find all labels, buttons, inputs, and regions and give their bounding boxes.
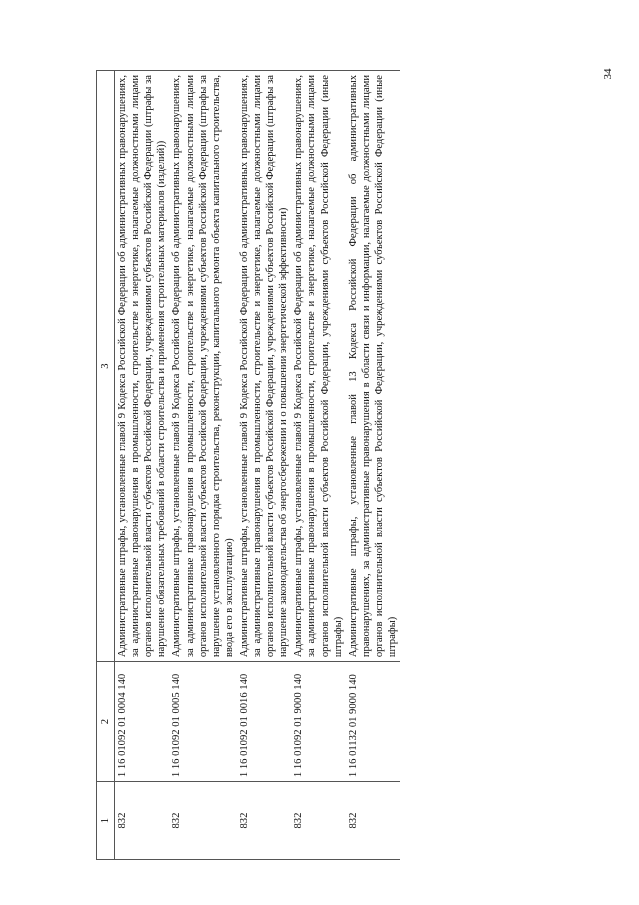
description-cell: Административные штрафы, установленные главой 9 Кодекса Российской Федерации об административных правонарушениях, за административные правонарушения в промышленности, строительстве и энергетике, налагаемые должностными лицами органов исполнительной власти субъектов Российской Федерации, учреждениями субъектов Российской Федерации (штрафы за нарушение установленного порядка строительства, реконструкции, капитального ремонта объекта капитального строительства, ввода его в эксплуатацию) bbox=[169, 71, 236, 662]
revenue-code-cell: 1 16 01092 01 0016 140 bbox=[237, 662, 291, 782]
admin-code-cell: 832 bbox=[346, 782, 400, 860]
revenue-code-cell: 1 16 01092 01 0005 140 bbox=[169, 662, 236, 782]
table-header-row bbox=[97, 71, 115, 860]
page-number: 34 bbox=[602, 68, 614, 80]
table-row bbox=[237, 71, 291, 860]
description-cell: Административные штрафы, установленные главой 9 Кодекса Российской Федерации об административных правонарушениях, за административные правонарушения в промышленности, строительстве и энергетике, налагаемые должностными лицами органов исполнительной власти субъектов Российской Федерации, учреждениями субъектов Российской Федерации (штрафы за нарушение законодательства об энергосбережении и о повышении энергетической эффективности) bbox=[237, 71, 291, 662]
revenue-code-cell: 1 16 01092 01 9000 140 bbox=[291, 662, 345, 782]
column-header-2: 2 bbox=[97, 662, 115, 782]
admin-code-cell: 832 bbox=[237, 782, 291, 860]
description-cell: Административные штрафы, установленные главой 9 Кодекса Российской Федерации об административных правонарушениях, за административные правонарушения в промышленности, строительстве и энергетике, налагаемые должностными лицами органов исполнительной власти субъектов Российской Федерации, учреждениями субъектов Российской Федерации (иные штрафы) bbox=[291, 71, 345, 662]
admin-code-cell: 832 bbox=[115, 782, 170, 860]
description-cell: Административные штрафы, установленные главой 9 Кодекса Российской Федерации об административных правонарушениях, за административные правонарушения в промышленности, строительстве и энергетике, налагаемые должностными лицами органов исполнительной власти субъектов Российской Федерации, учреждениями субъектов Российской Федерации (штрафы за нарушение обязательных требований в области строительства и применения строительных материалов (изделий)) bbox=[115, 71, 170, 662]
table-row bbox=[169, 71, 236, 860]
table-row bbox=[291, 71, 345, 860]
admin-code-cell: 832 bbox=[291, 782, 345, 860]
revenue-codes-table bbox=[96, 70, 400, 860]
table-row bbox=[115, 71, 170, 860]
rotated-table-container bbox=[96, 70, 516, 860]
table-row bbox=[346, 71, 400, 860]
column-header-3: 3 bbox=[97, 71, 115, 662]
revenue-code-cell: 1 16 01092 01 0004 140 bbox=[115, 662, 170, 782]
description-cell: Административные штрафы, установленные главой 13 Кодекса Российской Федерации об административных правонарушениях, за административные правонарушения в области связи и информации, налагаемые должностными лицами органов исполнительной власти субъектов Российской Федерации, учреждениями субъектов Российской Федерации (иные штрафы) bbox=[346, 71, 400, 662]
admin-code-cell: 832 bbox=[169, 782, 236, 860]
revenue-code-cell: 1 16 01132 01 9000 140 bbox=[346, 662, 400, 782]
column-header-1: 1 bbox=[97, 782, 115, 860]
